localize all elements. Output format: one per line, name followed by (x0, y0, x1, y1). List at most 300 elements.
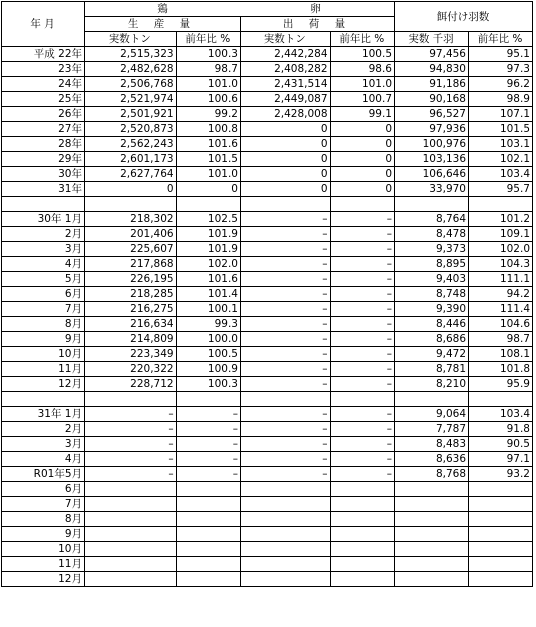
shipment-actual-header: 実数トン (240, 32, 330, 47)
feeding-value: 8,686 (395, 332, 469, 347)
shipment-value (240, 542, 330, 557)
row-label: 11月 (2, 557, 85, 572)
shipment-value (240, 572, 330, 587)
shipment-yoy (330, 482, 394, 497)
row-label: 3月 (2, 437, 85, 452)
production-value: 220,322 (85, 362, 177, 377)
production-yoy: – (176, 452, 240, 467)
row-label: 6月 (2, 482, 85, 497)
feeding-value: 100,976 (395, 137, 469, 152)
shipment-yoy (330, 497, 394, 512)
production-value: 2,506,768 (85, 77, 177, 92)
feeding-yoy: 95.1 (469, 47, 533, 62)
production-value: 2,601,173 (85, 152, 177, 167)
shipment-yoy: – (330, 422, 394, 437)
feeding-value: 97,456 (395, 47, 469, 62)
feeding-yoy: 90.5 (469, 437, 533, 452)
production-value: – (85, 437, 177, 452)
table-row (2, 272, 533, 287)
table-row (2, 47, 533, 62)
feeding-value (395, 497, 469, 512)
shipment-value (240, 557, 330, 572)
production-value: 223,349 (85, 347, 177, 362)
production-yoy: 101.6 (176, 137, 240, 152)
row-label (2, 197, 85, 212)
table-row (2, 452, 533, 467)
production-yoy-header: 前年比 % (176, 32, 240, 47)
feeding-yoy: 91.8 (469, 422, 533, 437)
production-value: 216,634 (85, 317, 177, 332)
feeding-value: 8,636 (395, 452, 469, 467)
feeding-yoy: 95.9 (469, 377, 533, 392)
row-label: 31年 (2, 182, 85, 197)
production-value: 218,302 (85, 212, 177, 227)
shipment-yoy: – (330, 467, 394, 482)
feeding-yoy (469, 527, 533, 542)
table-row (2, 122, 533, 137)
feeding-yoy: 98.9 (469, 92, 533, 107)
row-label: 25年 (2, 92, 85, 107)
shipment-yoy (330, 527, 394, 542)
production-yoy: 101.5 (176, 152, 240, 167)
shipment-value: 2,428,008 (240, 107, 330, 122)
production-value (85, 497, 177, 512)
shipment-yoy: – (330, 362, 394, 377)
feeding-actual-header: 実数 千羽 (395, 32, 469, 47)
shipment-yoy (330, 512, 394, 527)
production-value (85, 572, 177, 587)
feeding-value (395, 572, 469, 587)
feeding-yoy (469, 392, 533, 407)
table-row (2, 542, 533, 557)
production-yoy: – (176, 407, 240, 422)
feeding-yoy: 93.2 (469, 467, 533, 482)
production-value: 2,520,873 (85, 122, 177, 137)
row-label: 30年 1月 (2, 212, 85, 227)
production-value (85, 482, 177, 497)
feeding-yoy: 109.1 (469, 227, 533, 242)
shipment-value: 0 (240, 152, 330, 167)
row-label (2, 392, 85, 407)
shipment-yoy: – (330, 257, 394, 272)
shipment-value: – (240, 227, 330, 242)
row-label: 28年 (2, 137, 85, 152)
production-yoy: 100.0 (176, 332, 240, 347)
row-label: 30年 (2, 167, 85, 182)
feeding-yoy: 103.4 (469, 167, 533, 182)
feeding-value: 8,768 (395, 467, 469, 482)
shipment-value: – (240, 362, 330, 377)
feeding-value: 8,478 (395, 227, 469, 242)
feeding-value: 8,210 (395, 377, 469, 392)
table-row (2, 62, 533, 77)
table-row (2, 257, 533, 272)
production-value (85, 527, 177, 542)
production-yoy: 101.0 (176, 77, 240, 92)
production-value: – (85, 452, 177, 467)
row-label: 27年 (2, 122, 85, 137)
production-yoy: – (176, 467, 240, 482)
feeding-value: 97,936 (395, 122, 469, 137)
table-row (2, 527, 533, 542)
feeding-value: 9,373 (395, 242, 469, 257)
shipment-yoy: – (330, 452, 394, 467)
production-value: 0 (85, 182, 177, 197)
shipment-value (240, 482, 330, 497)
production-yoy: – (176, 422, 240, 437)
production-yoy (176, 392, 240, 407)
feeding-yoy: 96.2 (469, 77, 533, 92)
feeding-value (395, 542, 469, 557)
production-yoy (176, 497, 240, 512)
row-label: 5月 (2, 272, 85, 287)
row-label: 9月 (2, 332, 85, 347)
feeding-value: 103,136 (395, 152, 469, 167)
shipment-value (240, 392, 330, 407)
row-label: 6月 (2, 287, 85, 302)
feeding-value: 9,390 (395, 302, 469, 317)
feeding-value (395, 527, 469, 542)
shipment-yoy: 101.0 (330, 77, 394, 92)
shipment-yoy (330, 557, 394, 572)
production-value: – (85, 422, 177, 437)
shipment-value: – (240, 242, 330, 257)
feeding-value: 33,970 (395, 182, 469, 197)
shipment-yoy: 0 (330, 122, 394, 137)
shipment-value: – (240, 377, 330, 392)
row-label: 29年 (2, 152, 85, 167)
row-label: 8月 (2, 317, 85, 332)
production-actual-header: 実数トン (85, 32, 177, 47)
shipment-value: – (240, 212, 330, 227)
shipment-value (240, 512, 330, 527)
egg-statistics-table (1, 1, 533, 587)
feeding-value (395, 482, 469, 497)
feeding-value (395, 557, 469, 572)
table-row (2, 332, 533, 347)
shipment-value: – (240, 347, 330, 362)
production-value: 201,406 (85, 227, 177, 242)
row-label: 平成 22年 (2, 47, 85, 62)
shipment-yoy: 99.1 (330, 107, 394, 122)
table-row (2, 212, 533, 227)
production-value: 2,521,974 (85, 92, 177, 107)
table-body (2, 47, 533, 587)
shipment-value: 2,408,282 (240, 62, 330, 77)
shipment-value: 0 (240, 137, 330, 152)
production-header: 生 産 量 (85, 17, 241, 32)
feeding-value: 8,748 (395, 287, 469, 302)
shipment-value: – (240, 437, 330, 452)
production-yoy: 99.3 (176, 317, 240, 332)
production-yoy: 100.9 (176, 362, 240, 377)
shipment-yoy: – (330, 302, 394, 317)
table-row (2, 107, 533, 122)
table-row (2, 392, 533, 407)
production-value: 217,868 (85, 257, 177, 272)
table-row (2, 182, 533, 197)
table-row (2, 437, 533, 452)
production-yoy (176, 572, 240, 587)
feeding-yoy (469, 497, 533, 512)
feeding-yoy: 103.4 (469, 407, 533, 422)
feeding-yoy: 103.1 (469, 137, 533, 152)
row-label: 24年 (2, 77, 85, 92)
feeding-yoy: 94.2 (469, 287, 533, 302)
feeding-yoy (469, 512, 533, 527)
table-row (2, 287, 533, 302)
shipment-value (240, 497, 330, 512)
feeding-yoy: 98.7 (469, 332, 533, 347)
shipment-yoy: 100.5 (330, 47, 394, 62)
shipment-value: – (240, 332, 330, 347)
production-yoy: 101.6 (176, 272, 240, 287)
feeding-yoy: 108.1 (469, 347, 533, 362)
production-yoy: – (176, 437, 240, 452)
row-label: 3月 (2, 242, 85, 257)
feeding-yoy: 111.4 (469, 302, 533, 317)
row-label: 12月 (2, 377, 85, 392)
production-yoy (176, 482, 240, 497)
production-value: 2,501,921 (85, 107, 177, 122)
shipment-yoy (330, 392, 394, 407)
shipment-yoy: – (330, 212, 394, 227)
table-row (2, 227, 533, 242)
feeding-yoy: 97.1 (469, 452, 533, 467)
feeding-value: 90,168 (395, 92, 469, 107)
table-row (2, 497, 533, 512)
feeding-yoy (469, 542, 533, 557)
production-value: 2,562,243 (85, 137, 177, 152)
shipment-yoy: – (330, 272, 394, 287)
shipment-yoy (330, 197, 394, 212)
shipment-yoy: – (330, 407, 394, 422)
production-yoy: 101.4 (176, 287, 240, 302)
production-yoy (176, 512, 240, 527)
production-value (85, 542, 177, 557)
shipment-yoy: – (330, 287, 394, 302)
feeding-yoy: 102.0 (469, 242, 533, 257)
shipment-yoy: 0 (330, 152, 394, 167)
production-value: 218,285 (85, 287, 177, 302)
shipment-yoy: 0 (330, 182, 394, 197)
row-label: 2月 (2, 422, 85, 437)
shipment-value: 0 (240, 182, 330, 197)
production-yoy (176, 197, 240, 212)
feeding-yoy: 104.3 (469, 257, 533, 272)
shipment-yoy-header: 前年比 % (330, 32, 394, 47)
table-row (2, 167, 533, 182)
production-value: 216,275 (85, 302, 177, 317)
row-label: 4月 (2, 257, 85, 272)
shipment-value: – (240, 467, 330, 482)
shipment-value: – (240, 272, 330, 287)
production-value: – (85, 407, 177, 422)
production-yoy: 100.3 (176, 377, 240, 392)
feeding-yoy: 101.5 (469, 122, 533, 137)
production-yoy: 98.7 (176, 62, 240, 77)
shipment-yoy: 98.6 (330, 62, 394, 77)
feeding-yoy: 95.7 (469, 182, 533, 197)
production-value: – (85, 467, 177, 482)
shipment-value (240, 197, 330, 212)
shipment-yoy (330, 572, 394, 587)
table-row (2, 512, 533, 527)
year-month-header: 年 月 (2, 2, 85, 47)
row-label: 12月 (2, 572, 85, 587)
production-value: 2,627,764 (85, 167, 177, 182)
shipment-value: – (240, 422, 330, 437)
feeding-yoy: 101.2 (469, 212, 533, 227)
production-yoy: 100.5 (176, 347, 240, 362)
shipment-value: – (240, 257, 330, 272)
shipment-value: – (240, 287, 330, 302)
shipment-yoy: – (330, 332, 394, 347)
production-value: 225,607 (85, 242, 177, 257)
shipment-value: 2,449,087 (240, 92, 330, 107)
feeding-value: 7,787 (395, 422, 469, 437)
feeding-value: 9,064 (395, 407, 469, 422)
row-label: 7月 (2, 302, 85, 317)
row-label: 11月 (2, 362, 85, 377)
table-row (2, 407, 533, 422)
row-label: 4月 (2, 452, 85, 467)
feeding-value: 9,403 (395, 272, 469, 287)
shipment-yoy: – (330, 227, 394, 242)
shipment-value: – (240, 302, 330, 317)
table-row (2, 347, 533, 362)
shipment-yoy: – (330, 347, 394, 362)
feeding-value (395, 512, 469, 527)
feeding-yoy (469, 572, 533, 587)
row-label: 2月 (2, 227, 85, 242)
header-row-1 (2, 2, 533, 17)
production-value: 2,482,628 (85, 62, 177, 77)
row-label: 8月 (2, 512, 85, 527)
feeding-yoy (469, 557, 533, 572)
shipment-yoy: – (330, 242, 394, 257)
production-yoy: 101.0 (176, 167, 240, 182)
table-row (2, 137, 533, 152)
table-row (2, 77, 533, 92)
shipment-value: 0 (240, 167, 330, 182)
production-value (85, 557, 177, 572)
production-yoy: 99.2 (176, 107, 240, 122)
feeding-value: 8,483 (395, 437, 469, 452)
production-yoy: 100.1 (176, 302, 240, 317)
shipment-yoy: – (330, 437, 394, 452)
feeding-yoy: 102.1 (469, 152, 533, 167)
production-value: 214,809 (85, 332, 177, 347)
shipment-header: 出 荷 量 (240, 17, 394, 32)
shipment-yoy: – (330, 317, 394, 332)
production-value: 2,515,323 (85, 47, 177, 62)
production-yoy (176, 542, 240, 557)
production-yoy: 101.9 (176, 242, 240, 257)
production-yoy: 100.8 (176, 122, 240, 137)
production-yoy: 100.6 (176, 92, 240, 107)
feeding-value: 9,472 (395, 347, 469, 362)
feeding-value: 94,830 (395, 62, 469, 77)
shipment-yoy: – (330, 377, 394, 392)
egg-header: 卵 (310, 3, 321, 15)
feeding-yoy: 97.3 (469, 62, 533, 77)
shipment-value: 2,431,514 (240, 77, 330, 92)
feeding-yoy (469, 197, 533, 212)
production-value (85, 512, 177, 527)
production-value (85, 392, 177, 407)
feeding-value: 91,186 (395, 77, 469, 92)
production-yoy: 101.9 (176, 227, 240, 242)
row-label: 10月 (2, 542, 85, 557)
feeding-value (395, 392, 469, 407)
shipment-value: – (240, 407, 330, 422)
shipment-value: 2,442,284 (240, 47, 330, 62)
table-row (2, 377, 533, 392)
production-yoy: 102.0 (176, 257, 240, 272)
production-value: 226,195 (85, 272, 177, 287)
shipment-yoy: 100.7 (330, 92, 394, 107)
production-value (85, 197, 177, 212)
feeding-value: 8,446 (395, 317, 469, 332)
row-label: 10月 (2, 347, 85, 362)
table-row (2, 467, 533, 482)
feeding-value: 106,646 (395, 167, 469, 182)
table-row (2, 422, 533, 437)
table-row (2, 152, 533, 167)
row-label: 9月 (2, 527, 85, 542)
row-label: 23年 (2, 62, 85, 77)
table-row (2, 482, 533, 497)
row-label: 7月 (2, 497, 85, 512)
feeding-value: 8,895 (395, 257, 469, 272)
feeding-value (395, 197, 469, 212)
feeding-value: 96,527 (395, 107, 469, 122)
feeding-yoy: 101.8 (469, 362, 533, 377)
row-label: R01年5月 (2, 467, 85, 482)
row-label: 26年 (2, 107, 85, 122)
production-yoy (176, 527, 240, 542)
shipment-yoy (330, 542, 394, 557)
table-row (2, 317, 533, 332)
feeding-yoy: 107.1 (469, 107, 533, 122)
feeding-value: 8,764 (395, 212, 469, 227)
production-yoy: 0 (176, 182, 240, 197)
table-row (2, 572, 533, 587)
shipment-value: – (240, 452, 330, 467)
feeding-header: 餌付け羽数 (395, 2, 533, 32)
shipment-value (240, 527, 330, 542)
production-value: 228,712 (85, 377, 177, 392)
shipment-yoy: 0 (330, 137, 394, 152)
table-row (2, 242, 533, 257)
feeding-yoy: 104.6 (469, 317, 533, 332)
feeding-value: 8,781 (395, 362, 469, 377)
table-row (2, 197, 533, 212)
chicken-header: 鶏 (157, 3, 168, 15)
table-row (2, 92, 533, 107)
production-yoy (176, 557, 240, 572)
production-yoy: 102.5 (176, 212, 240, 227)
shipment-value: – (240, 317, 330, 332)
row-label: 31年 1月 (2, 407, 85, 422)
table-row (2, 302, 533, 317)
table-row (2, 557, 533, 572)
shipment-value: 0 (240, 122, 330, 137)
shipment-yoy: 0 (330, 167, 394, 182)
feeding-yoy (469, 482, 533, 497)
feeding-yoy: 111.1 (469, 272, 533, 287)
